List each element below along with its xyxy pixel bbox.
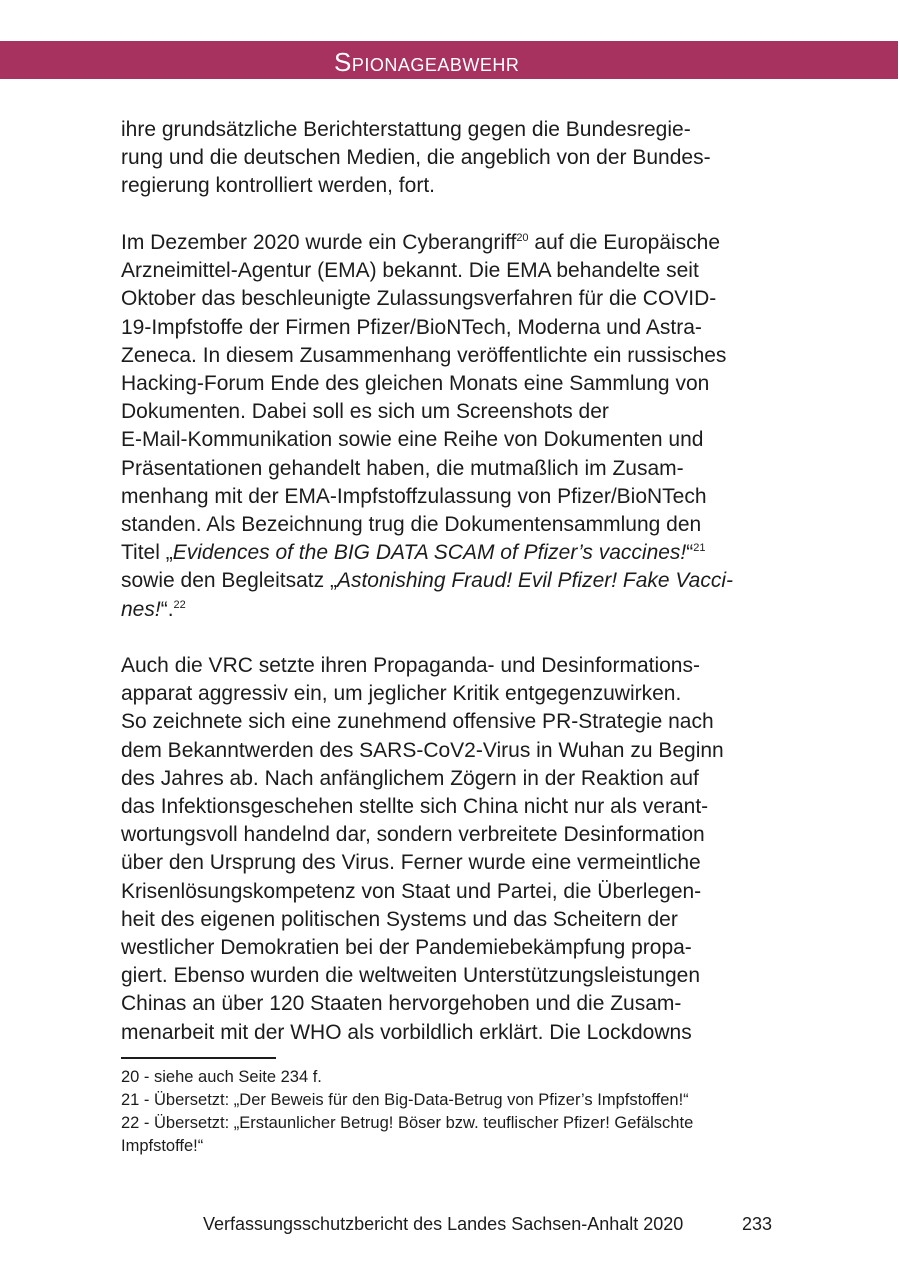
footnote-21: 21 - Übersetzt: „Der Beweis für den Big-Data-Betrug von Pfizer’s Impfstoffen!“ xyxy=(121,1091,689,1109)
text-line: Zeneca. In diesem Zusammenhang veröffentlichte ein russisches xyxy=(121,343,727,367)
text-line xyxy=(121,229,781,257)
text-fragment: auf die Europäische xyxy=(528,231,721,254)
text-fragment: Im Dezember 2020 wurde ein Cyberangriff xyxy=(121,231,517,254)
footnote-divider xyxy=(121,1057,276,1059)
motto-quote: Astonishing Fraud! Evil Pfizer! Fake Vacci- xyxy=(336,569,733,593)
text-line: regierung kontrolliert werden, fort. xyxy=(121,174,435,198)
text-line: Hacking-Forum Ende des gleichen Monats eine Sammlung von xyxy=(121,372,710,396)
footnote-ref-22[interactable]: 22 xyxy=(173,598,186,611)
text-line: heit des eigenen politischen Systems und das Scheitern der xyxy=(121,907,678,931)
footer-title: Verfassungsschutzbericht des Landes Sachsen-Anhalt 2020 xyxy=(203,1214,684,1234)
text-line: apparat aggressiv ein, um jeglicher Kritik entgegenzuwirken. xyxy=(121,682,682,706)
paragraph-3 xyxy=(121,652,781,1047)
text-fragment: sowie den Begleitsatz „ xyxy=(121,569,337,593)
text-line: Arzneimittel-Agentur (EMA) bekannt. Die EMA behandelte seit xyxy=(121,259,699,283)
text-line xyxy=(121,596,781,624)
text-fragment: “. xyxy=(160,597,174,621)
text-line xyxy=(121,567,781,595)
motto-quote-continued: nes! xyxy=(121,597,161,621)
text-line: menarbeit mit der WHO als vorbildlich erklärt. Die Lockdowns xyxy=(121,1020,692,1044)
text-line: So zeichnete sich eine zunehmend offensive PR-Strategie nach xyxy=(121,710,714,734)
text-line: dem Bekanntwerden des SARS-CoV2-Virus in Wuhan zu Beginn xyxy=(121,738,724,762)
section-title: Spionageabwehr xyxy=(334,47,520,77)
document-title-quote: Evidences of the BIG DATA SCAM of Pfizer’s vaccines! xyxy=(172,541,687,565)
text-fragment: “ xyxy=(686,541,694,565)
text-fragment: Titel „ xyxy=(121,541,173,565)
text-line: über den Ursprung des Virus. Ferner wurde eine vermeintliche xyxy=(121,851,701,875)
text-line: Krisenlösungskompetenz von Staat und Partei, die Überlegen- xyxy=(121,879,702,903)
footnote-ref-21[interactable]: 21 xyxy=(693,542,706,555)
footnote-ref-20[interactable]: 20 xyxy=(516,232,529,244)
text-line: Chinas an über 120 Staaten hervorgehoben und die Zusam- xyxy=(121,992,682,1016)
footnote-20: 20 - siehe auch Seite 234 f. xyxy=(121,1068,322,1086)
text-line: Dokumenten. Dabei soll es sich um Screenshots der xyxy=(121,400,609,424)
text-line: des Jahres ab. Nach anfänglichem Zögern in der Reaktion auf xyxy=(121,766,699,790)
text-line: westlicher Demokratien bei der Pandemiebekämpfung propa- xyxy=(121,936,692,960)
text-line: ihre grundsätzliche Berichterstattung gegen die Bundesregie- xyxy=(121,118,691,141)
footnote-22-continued: Impfstoffe!“ xyxy=(121,1137,204,1155)
page-number: 233 xyxy=(742,1214,773,1234)
footnotes xyxy=(121,1066,791,1158)
paragraph-1 xyxy=(121,116,781,201)
text-line: das Infektionsgeschehen stellte sich China nicht nur als verant- xyxy=(121,795,709,819)
paragraph-2 xyxy=(121,229,781,624)
text-line: Oktober das beschleunigte Zulassungsverfahren für die COVID- xyxy=(121,287,717,311)
text-line: Auch die VRC setzte ihren Propaganda- und Desinformations- xyxy=(121,654,700,677)
footnote-22: 22 - Übersetzt: „Erstaunlicher Betrug! Böser bzw. teuflischer Pfizer! Gefälschte xyxy=(121,1114,694,1132)
text-line: giert. Ebenso wurden die weltweiten Unterstützungsleistungen xyxy=(121,964,701,988)
text-line: rung und die deutschen Medien, die angeblich von der Bundes- xyxy=(121,146,711,170)
text-line: menhang mit der EMA-Impfstoffzulassung von Pfizer/BioNTech xyxy=(121,484,707,508)
text-line: Präsentationen gehandelt haben, die mutmaßlich im Zusam- xyxy=(121,456,684,480)
text-line: standen. Als Bezeichnung trug die Dokumentensammlung den xyxy=(121,513,702,537)
text-line: E-Mail-Kommunikation sowie eine Reihe von Dokumenten und xyxy=(121,428,704,452)
text-line: 19-Impfstoffe der Firmen Pfizer/BioNTech, Moderna und Astra- xyxy=(121,315,702,339)
text-line: wortungsvoll handelnd dar, sondern verbreitete Desinformation xyxy=(121,823,705,847)
text-line xyxy=(121,539,781,567)
